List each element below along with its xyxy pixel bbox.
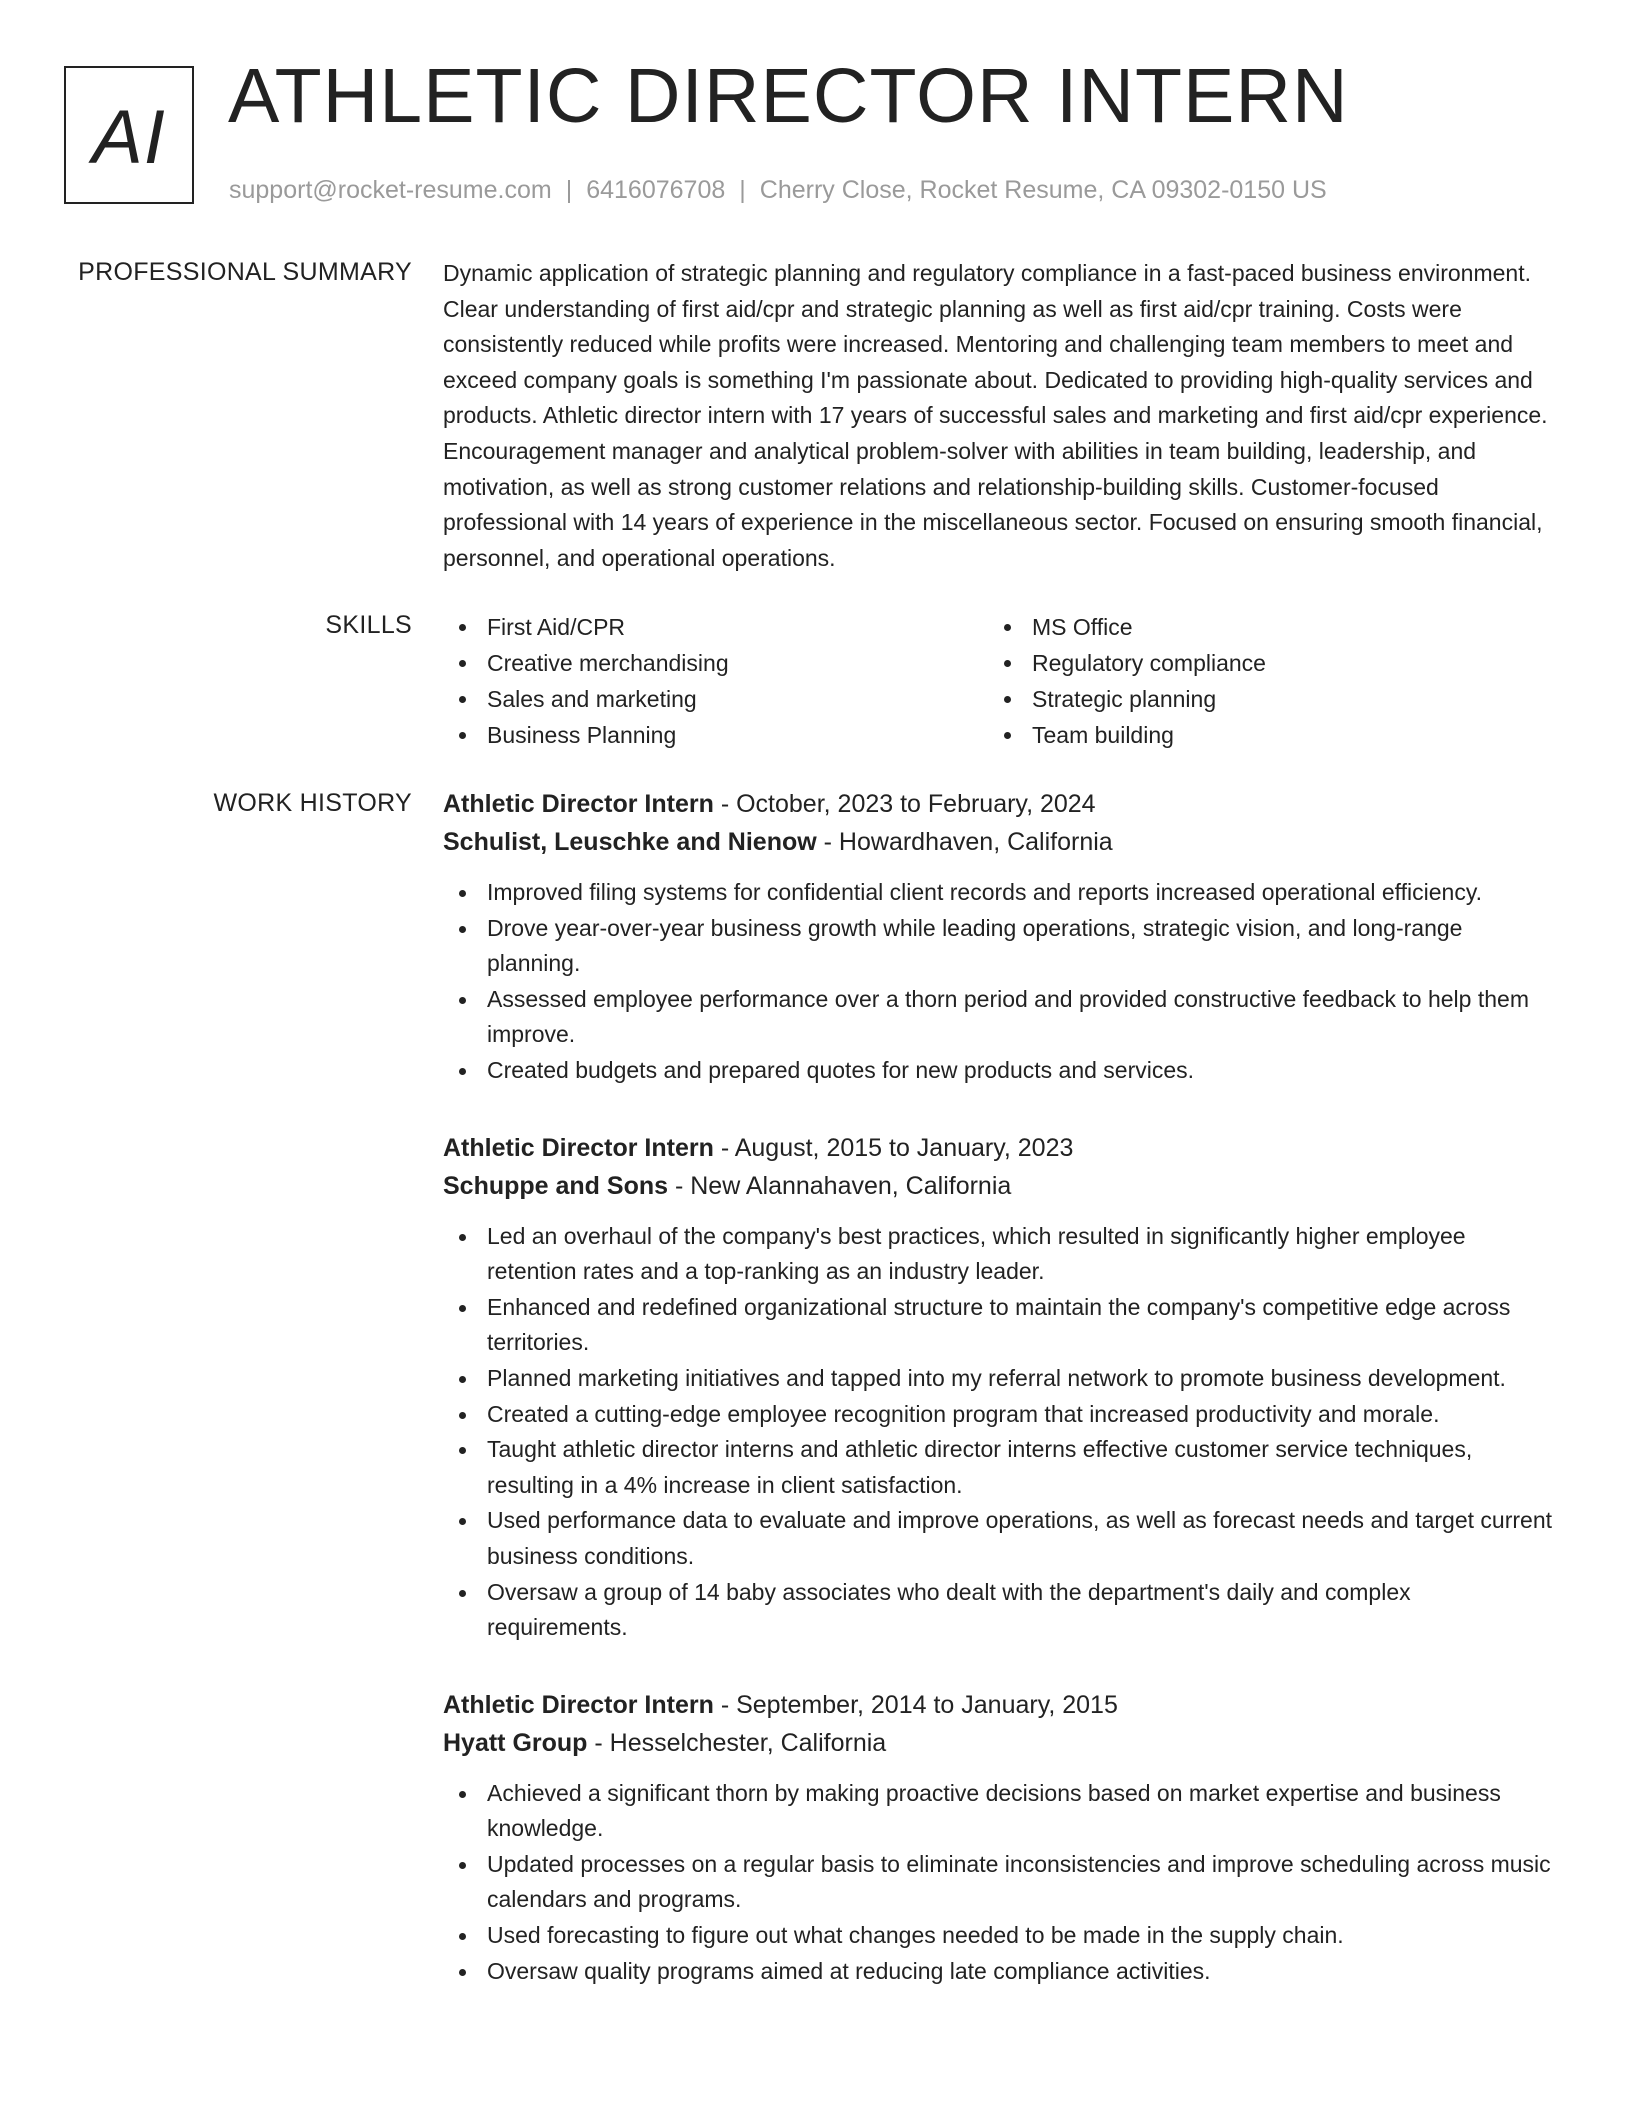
skill-item: Creative merchandising	[443, 645, 988, 681]
skill-item: Business Planning	[443, 717, 988, 753]
section-label-summary: PROFESSIONAL SUMMARY	[78, 258, 412, 286]
job-company: Hyatt Group	[443, 1728, 588, 1757]
job-bullet: Created budgets and prepared quotes for new products and services.	[443, 1053, 1555, 1089]
section-label-work-history: WORK HISTORY	[213, 789, 412, 817]
job-company-line	[443, 1167, 1555, 1205]
skills-list-right	[988, 609, 1533, 753]
skill-item: Team building	[988, 717, 1533, 753]
job-company: Schuppe and Sons	[443, 1171, 669, 1200]
job-title: Athletic Director Intern	[443, 790, 714, 818]
job-bullet: Enhanced and redefined organizational structure to maintain the company's competitive edge across territories.	[443, 1290, 1555, 1361]
job-entry	[443, 785, 1555, 1089]
job-bullet: Oversaw quality programs aimed at reducing late compliance activities.	[443, 1954, 1555, 1990]
job-bullet: Used forecasting to figure out what changes needed to be made in the supply chain.	[443, 1918, 1555, 1954]
job-company: Schulist, Leuschke and Nienow	[443, 828, 817, 856]
job-dates: - September, 2014 to January, 2015	[720, 1690, 1118, 1719]
job-bullet: Improved filing systems for confidential client records and reports increased operational efficiency.	[443, 875, 1555, 911]
job-location: - Hesselchester, California	[594, 1728, 887, 1757]
job-bullet: Used performance data to evaluate and improve operations, as well as forecast needs and target current business conditions.	[443, 1503, 1555, 1574]
contact-address: Cherry Close, Rocket Resume, CA 09302-0150 US	[759, 176, 1327, 204]
job-bullets	[443, 1219, 1555, 1646]
job-bullet: Led an overhaul of the company's best practices, which resulted in significantly higher employee retention rates and a top-ranking as an industry leader.	[443, 1219, 1555, 1290]
job-bullet: Updated processes on a regular basis to eliminate inconsistencies and improve scheduling across music calendars and programs.	[443, 1847, 1555, 1918]
skill-item: Strategic planning	[988, 681, 1533, 717]
contact-phone: 6416076708	[586, 176, 726, 204]
skills-section	[443, 609, 1555, 753]
section-label-skills: SKILLS	[325, 611, 412, 639]
job-title: Athletic Director Intern	[443, 1133, 714, 1162]
job-bullet: Drove year-over-year business growth while leading operations, strategic vision, and long-range planning.	[443, 911, 1555, 982]
contact-separator: |	[739, 176, 746, 204]
job-bullet: Oversaw a group of 14 baby associates who dealt with the department's daily and complex requirements.	[443, 1575, 1555, 1646]
job-bullet: Taught athletic director interns and athletic director interns effective customer service techniques, resulting in a 4% increase in client satisfaction.	[443, 1432, 1555, 1503]
monogram-initials: AI	[92, 94, 166, 180]
monogram-badge	[64, 66, 194, 204]
job-company-line	[443, 1724, 1555, 1762]
job-bullets	[443, 875, 1555, 1089]
contact-email: support@rocket-resume.com	[229, 176, 552, 204]
job-title-line	[443, 1129, 1555, 1167]
job-company-line	[443, 823, 1555, 861]
skill-item: MS Office	[988, 609, 1533, 645]
skills-grid	[443, 609, 1555, 753]
contact-line	[229, 176, 1327, 205]
job-entry	[443, 1129, 1555, 1646]
contact-separator: |	[565, 176, 573, 204]
job-location: - New Alannahaven, California	[674, 1171, 1012, 1200]
skill-item: First Aid/CPR	[443, 609, 988, 645]
job-bullet: Planned marketing initiatives and tapped into my referral network to promote business development.	[443, 1361, 1555, 1397]
summary-text: Dynamic application of strategic planning and regulatory compliance in a fast-paced business environment. Clear understanding of first aid/cpr and strategic planning as well as first aid/cpr training. Costs were consistently reduced while profits were increased. Mentoring and challenging team members to meet and exceed company goals is something I'm passionate about. Dedicated to providing high-quality services and products. Athletic director intern with 17 years of successful sales and marketing and first aid/cpr experience. Encouragement manager and analytical problem-solver with abilities in team building, leadership, and motivation, as well as strong customer relations and relationship-building skills. Customer-focused professional with 14 years of experience in the miscellaneous sector. Focused on ensuring smooth financial, personnel, and operational operations.	[443, 260, 1548, 571]
job-bullets	[443, 1776, 1555, 1990]
job-title: Athletic Director Intern	[443, 1690, 714, 1719]
summary-section	[443, 256, 1555, 576]
work-history-section	[443, 785, 1555, 2029]
skills-list-left	[443, 609, 988, 753]
job-bullet: Achieved a significant thorn by making proactive decisions based on market expertise and business knowledge.	[443, 1776, 1555, 1847]
job-bullet: Created a cutting-edge employee recognition program that increased productivity and morale.	[443, 1397, 1555, 1433]
job-dates: - August, 2015 to January, 2023	[720, 1133, 1074, 1162]
skill-item: Sales and marketing	[443, 681, 988, 717]
job-dates: - October, 2023 to February, 2024	[720, 790, 1096, 818]
job-title-line	[443, 1686, 1555, 1724]
job-bullet: Assessed employee performance over a thorn period and provided constructive feedback to help them improve.	[443, 982, 1555, 1053]
skill-item: Regulatory compliance	[988, 645, 1533, 681]
job-location: - Howardhaven, California	[823, 828, 1113, 856]
job-title-line	[443, 785, 1555, 823]
candidate-name: ATHLETIC DIRECTOR INTERN	[228, 53, 1349, 139]
job-entry	[443, 1686, 1555, 1990]
